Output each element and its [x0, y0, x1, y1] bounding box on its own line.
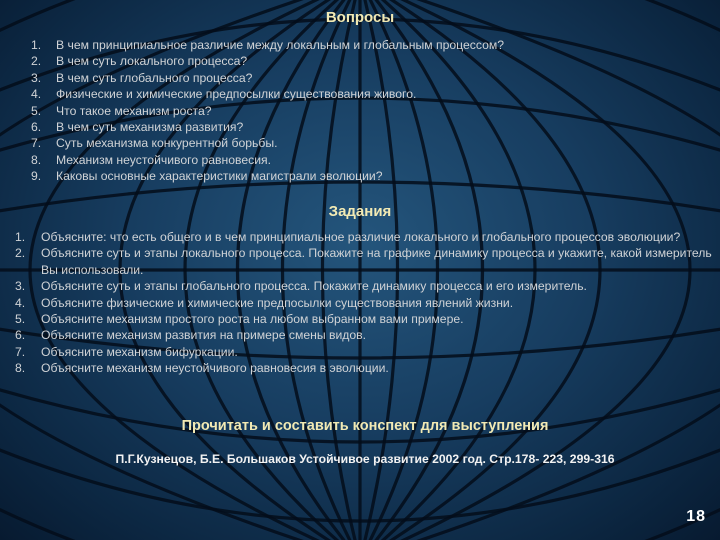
question-number: 7. [31, 136, 42, 151]
task-number: 5. [15, 312, 26, 327]
question-text: В чем суть глобального процесса? [56, 70, 253, 85]
question-number: 2. [31, 54, 42, 69]
task-text: Объясните суть и этапы локального процесса. Покажите на графике динамику процесса и укажите, какой измеритель Вы использовали. [41, 246, 712, 277]
question-number: 8. [31, 152, 42, 167]
task-text: Объясните: что есть общего и в чем принципиальное различие локального и глобального процессов эволюции? [41, 230, 681, 244]
question-item [31, 70, 591, 86]
task-item [15, 344, 715, 360]
question-number: 3. [31, 70, 42, 85]
task-item [15, 360, 715, 376]
question-text: В чем принципиальное различие между локальным и глобальным процессом? [56, 38, 505, 52]
questions-heading: Вопросы [325, 9, 395, 26]
task-text: Объясните механизм развития на примере смены видов. [41, 328, 367, 343]
task-text: Объясните механизм простого роста на любом выбранном вами примере. [41, 312, 464, 327]
task-number: 7. [15, 344, 26, 359]
question-number: 6. [31, 120, 42, 135]
question-item [31, 168, 591, 184]
question-item [31, 152, 591, 168]
task-number: 2. [15, 246, 26, 261]
question-text: Суть механизма конкурентной борьбы. [56, 136, 278, 151]
task-text: Объясните физические и химические предпосылки существования явлений жизни. [41, 295, 514, 310]
question-number: 4. [31, 87, 42, 102]
task-number: 3. [15, 279, 26, 294]
task-item [15, 229, 715, 245]
question-number: 9. [31, 169, 42, 184]
question-text: Механизм неустойчивого равновесия. [56, 152, 272, 167]
task-text: Объясните суть и этапы глобального процесса. Покажите динамику процесса и его измеритель. [41, 279, 587, 294]
tasks-heading: Задания [328, 203, 392, 220]
question-number: 5. [31, 103, 42, 118]
task-item [15, 278, 715, 294]
question-text: В чем суть локального процесса? [56, 54, 248, 69]
question-item [31, 103, 591, 119]
question-item [31, 135, 591, 151]
task-number: 4. [15, 295, 26, 310]
questions-list [31, 37, 591, 185]
question-text: В чем суть механизма развития? [56, 120, 244, 135]
tasks-list [15, 229, 715, 377]
task-number: 1. [15, 230, 26, 244]
task-item [15, 295, 715, 311]
question-item [31, 119, 591, 135]
question-text: Что такое механизм роста? [56, 103, 212, 118]
question-text: Физические и химические предпосылки существования живого. [56, 87, 417, 102]
task-number: 8. [15, 361, 26, 376]
question-item [31, 53, 591, 69]
bibliography-reference: П.Г.Кузнецов, Б.Е. Большаков Устойчивое развитие 2002 год. Стр.178- 223, 299-316 [115, 452, 615, 466]
task-item [15, 245, 715, 278]
task-item [15, 327, 715, 343]
task-text: Объясните механизм неустойчивого равновесия в эволюции. [41, 361, 389, 376]
question-item [31, 86, 591, 102]
question-number: 1. [31, 38, 42, 52]
question-item [31, 37, 591, 53]
slide-number: 18 [686, 508, 706, 525]
task-number: 6. [15, 328, 26, 343]
question-text: Каковы основные характеристики магистрали эволюции? [56, 169, 383, 184]
task-item [15, 311, 715, 327]
reading-instruction: Прочитать и составить конспект для выступления [181, 418, 549, 434]
task-text: Объясните механизм бифуркации. [41, 344, 238, 359]
